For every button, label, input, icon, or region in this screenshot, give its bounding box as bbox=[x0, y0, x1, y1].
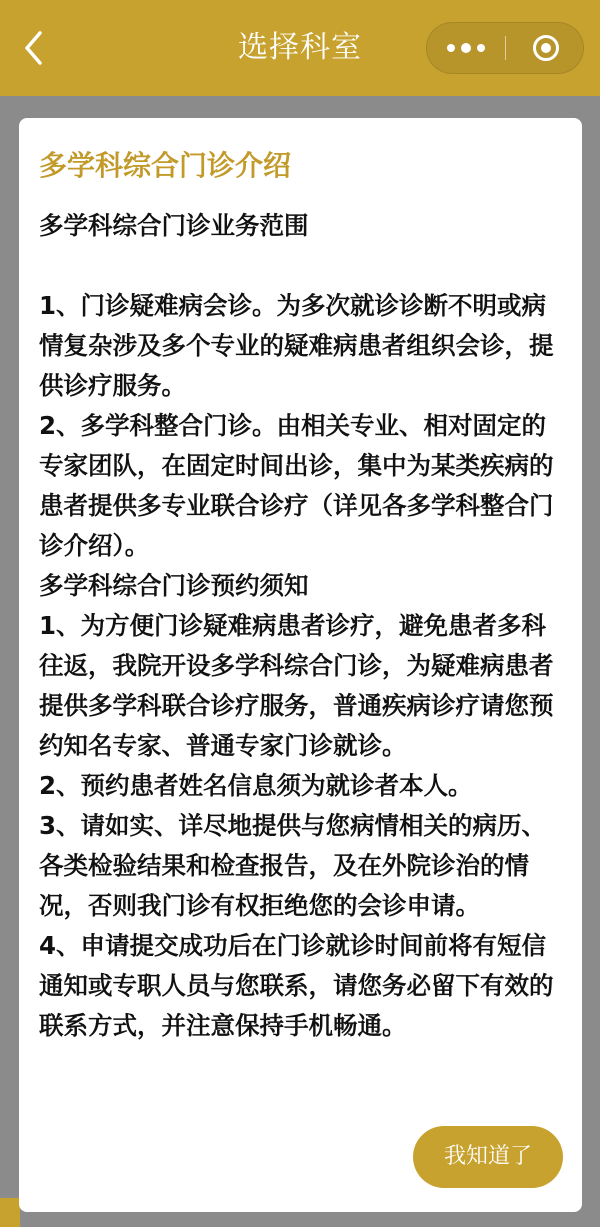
capsule-divider bbox=[505, 36, 506, 60]
intro-dialog bbox=[19, 118, 582, 1212]
mini-program-capsule bbox=[426, 22, 584, 74]
close-button[interactable] bbox=[507, 23, 585, 73]
background-strip bbox=[0, 1198, 20, 1227]
notice-item-2: 2、预约患者姓名信息须为就诊者本人。 bbox=[39, 771, 473, 800]
chevron-left-icon bbox=[23, 30, 45, 66]
target-circle-icon bbox=[533, 35, 559, 61]
section-heading-scope: 多学科综合门诊业务范围 bbox=[39, 211, 309, 240]
more-dots-icon bbox=[447, 43, 485, 53]
dialog-title: 多学科综合门诊介绍 bbox=[39, 149, 292, 182]
scope-item-1: 1、门诊疑难病会诊。为多次就诊诊断不明或病情复杂涉及多个专业的疑难病患者组织会诊，提供诊疗服务。 bbox=[39, 291, 554, 400]
section-heading-notice: 多学科综合门诊预约须知 bbox=[39, 571, 309, 600]
notice-item-1: 1、为方便门诊疑难病患者诊疗，避免患者多科往返，我院开设多学科综合门诊，为疑难病患者提供多学科联合诊疗服务，普通疾病诊疗请您预约知名专家、普通专家门诊就诊。 bbox=[39, 611, 554, 760]
page-title: 选择科室 bbox=[238, 30, 362, 65]
navigation-bar bbox=[0, 0, 600, 96]
more-button[interactable] bbox=[427, 23, 505, 73]
back-button[interactable] bbox=[14, 26, 54, 70]
scope-item-2: 2、多学科整合门诊。由相关专业、相对固定的专家团队，在固定时间出诊，集中为某类疾病的患者提供多专业联合诊疗（详见各多学科整合门诊介绍）。 bbox=[39, 411, 554, 560]
notice-item-4: 4、申请提交成功后在门诊就诊时间前将有短信通知或专职人员与您联系，请您务必留下有效的联系方式，并注意保持手机畅通。 bbox=[39, 931, 554, 1040]
confirm-button[interactable]: 我知道了 bbox=[413, 1126, 563, 1188]
notice-item-3: 3、请如实、详尽地提供与您病情相关的病历、各类检验结果和检查报告，及在外院诊治的情况，否则我门诊有权拒绝您的会诊申请。 bbox=[39, 811, 547, 920]
dialog-body bbox=[39, 206, 567, 1046]
